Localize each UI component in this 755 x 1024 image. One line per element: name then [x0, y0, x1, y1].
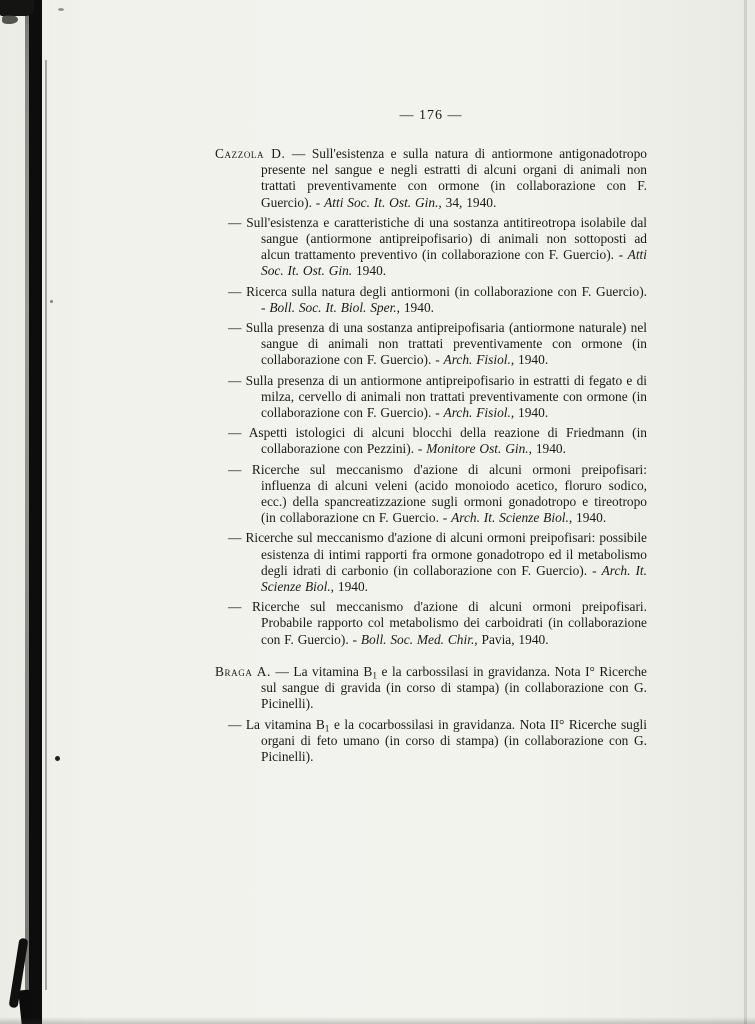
bibliography-entry	[215, 373, 647, 422]
scan-artifact-line	[45, 60, 47, 990]
journal-title: Monitore Ost. Gin.	[426, 441, 529, 457]
bibliography-entry	[215, 530, 647, 595]
entry-text: e la cocarbossilasi in gravidanza. Nota II° Ricerche sugli organi di feto umano (in corso di stampa) (in collaborazione con G. Picinelli).	[261, 716, 647, 764]
bibliography-entry	[215, 146, 647, 211]
bibliography-entry	[215, 215, 647, 280]
entry-text: — Aspetti istologici di alcuni blocchi della reazione di Friedmann (in collaborazione con Pezzini). -	[228, 425, 647, 457]
bibliography-entry	[215, 599, 647, 648]
entry-text: — Sulla presenza di una sostanza antipreipofisaria (antiormone naturale) nel sangue di animali non trattati preventivamente con ormone (in collaborazione con F. Guercio). -	[228, 320, 647, 368]
journal-title: Arch. It. Scienze Biol.	[261, 562, 647, 595]
journal-title: Atti Soc. It. Ost. Gin.	[261, 247, 647, 279]
journal-title: Boll. Soc. Med. Chir.	[360, 631, 475, 647]
bibliography-entry	[215, 284, 647, 316]
scan-artifact-speck-2	[50, 300, 53, 303]
page-right-edge	[744, 0, 747, 1024]
entry-text: , 1940.	[510, 405, 549, 421]
bibliography-list	[215, 146, 647, 769]
entry-text: e la carbossilasi in gravidanza. Nota I° Ricerche sul sangue di gravida (in corso di stampa) (in collaborazione con G. Picinelli).	[261, 663, 647, 712]
entry-text: — Ricerche sul meccanismo d'azione di alcuni ormoni preipofisari. Probabile rapporto col metabolismo dei carboidrati (in collaborazione con F. Guercio). -	[228, 599, 647, 647]
bibliography-entry	[215, 462, 647, 527]
subscript-text: 1	[324, 723, 330, 734]
entry-author: Cazzola D.	[215, 146, 286, 161]
page-bottom-shadow	[0, 1017, 755, 1024]
journal-title: Arch. It. Scienze Biol.	[451, 510, 569, 526]
journal-title: Boll. Soc. It. Biol. Sper.	[269, 299, 397, 315]
scan-artifact-top-2	[2, 15, 18, 24]
entry-text: , 1940.	[528, 441, 566, 457]
entry-text: , 1940.	[330, 579, 368, 595]
entry-text: — La vitamina B	[271, 663, 373, 679]
entry-text: , 34, 1940.	[438, 194, 497, 210]
bibliography-entry	[215, 425, 647, 457]
entry-text: , 1940.	[568, 510, 607, 526]
entry-text: 1940.	[352, 263, 387, 279]
journal-title: Arch. Fisiol.	[443, 405, 511, 421]
entry-text: — Sull'esistenza e sulla natura di antiormone antigonadotropo presente nel sangue e negli estratti di alcuni organi di animali non trattati preventivamente con ormone (in collaborazione con F. Guercio). -	[261, 146, 647, 210]
bibliography-entry	[215, 320, 647, 369]
entry-text: — La vitamina B	[228, 716, 325, 732]
journal-title: Arch. Fisiol.	[443, 352, 511, 368]
journal-title: Atti Soc. It. Ost. Gin.	[324, 194, 439, 210]
scan-artifact-speck	[58, 8, 64, 11]
scan-artifact-dot	[55, 756, 60, 761]
bibliography-entry	[215, 717, 647, 766]
binding-edge	[29, 0, 42, 1024]
entry-text: , Pavia, 1940.	[474, 631, 549, 647]
entry-text: — Ricerca sulla natura degli antiormoni (in collaborazione con F. Guercio). -	[228, 283, 647, 315]
entry-text: — Ricerche sul meccanismo d'azione di alcuni ormoni preipofisari: influenza di alcuni veleni (acido monoiodo acetico, floruro sodico, ecc.) della spancreatizzazione sugli ormoni gonadotropo e tireotropo (in collaborazione cn F. Guercio. -	[228, 461, 647, 526]
entry-text: — Sulla presenza di un antiormone antipreipofisario in estratti di fegato e di milza, cervello di animali non trattati preventivamente con ormone (in collaborazione con F. Guercio). -	[228, 372, 647, 421]
bibliography-entry	[215, 664, 647, 713]
entry-text: , 1940.	[510, 352, 549, 368]
entry-text: — Ricerche sul meccanismo d'azione di alcuni ormoni preipofisari: possibile esistenza di intimi rapporti fra ormone gonadotropo ed il metabolismo degli idrati di carbonio (in collaborazione con F. Guercio). -	[228, 530, 647, 578]
entry-text: , 1940.	[396, 299, 434, 315]
entry-author: Braga A.	[215, 663, 272, 679]
subscript-text: 1	[372, 671, 377, 682]
scan-artifact-top	[0, 0, 34, 16]
page-number: — 176 —	[399, 108, 463, 123]
entry-text: — Sull'esistenza e caratteristiche di una sostanza antitireotropa isolabile dal sangue (antiormone antipreipofisario) di animali non sottoposti ad alcun trattamento preventivo (in collaborazione con F. Guercio). -	[228, 214, 647, 263]
